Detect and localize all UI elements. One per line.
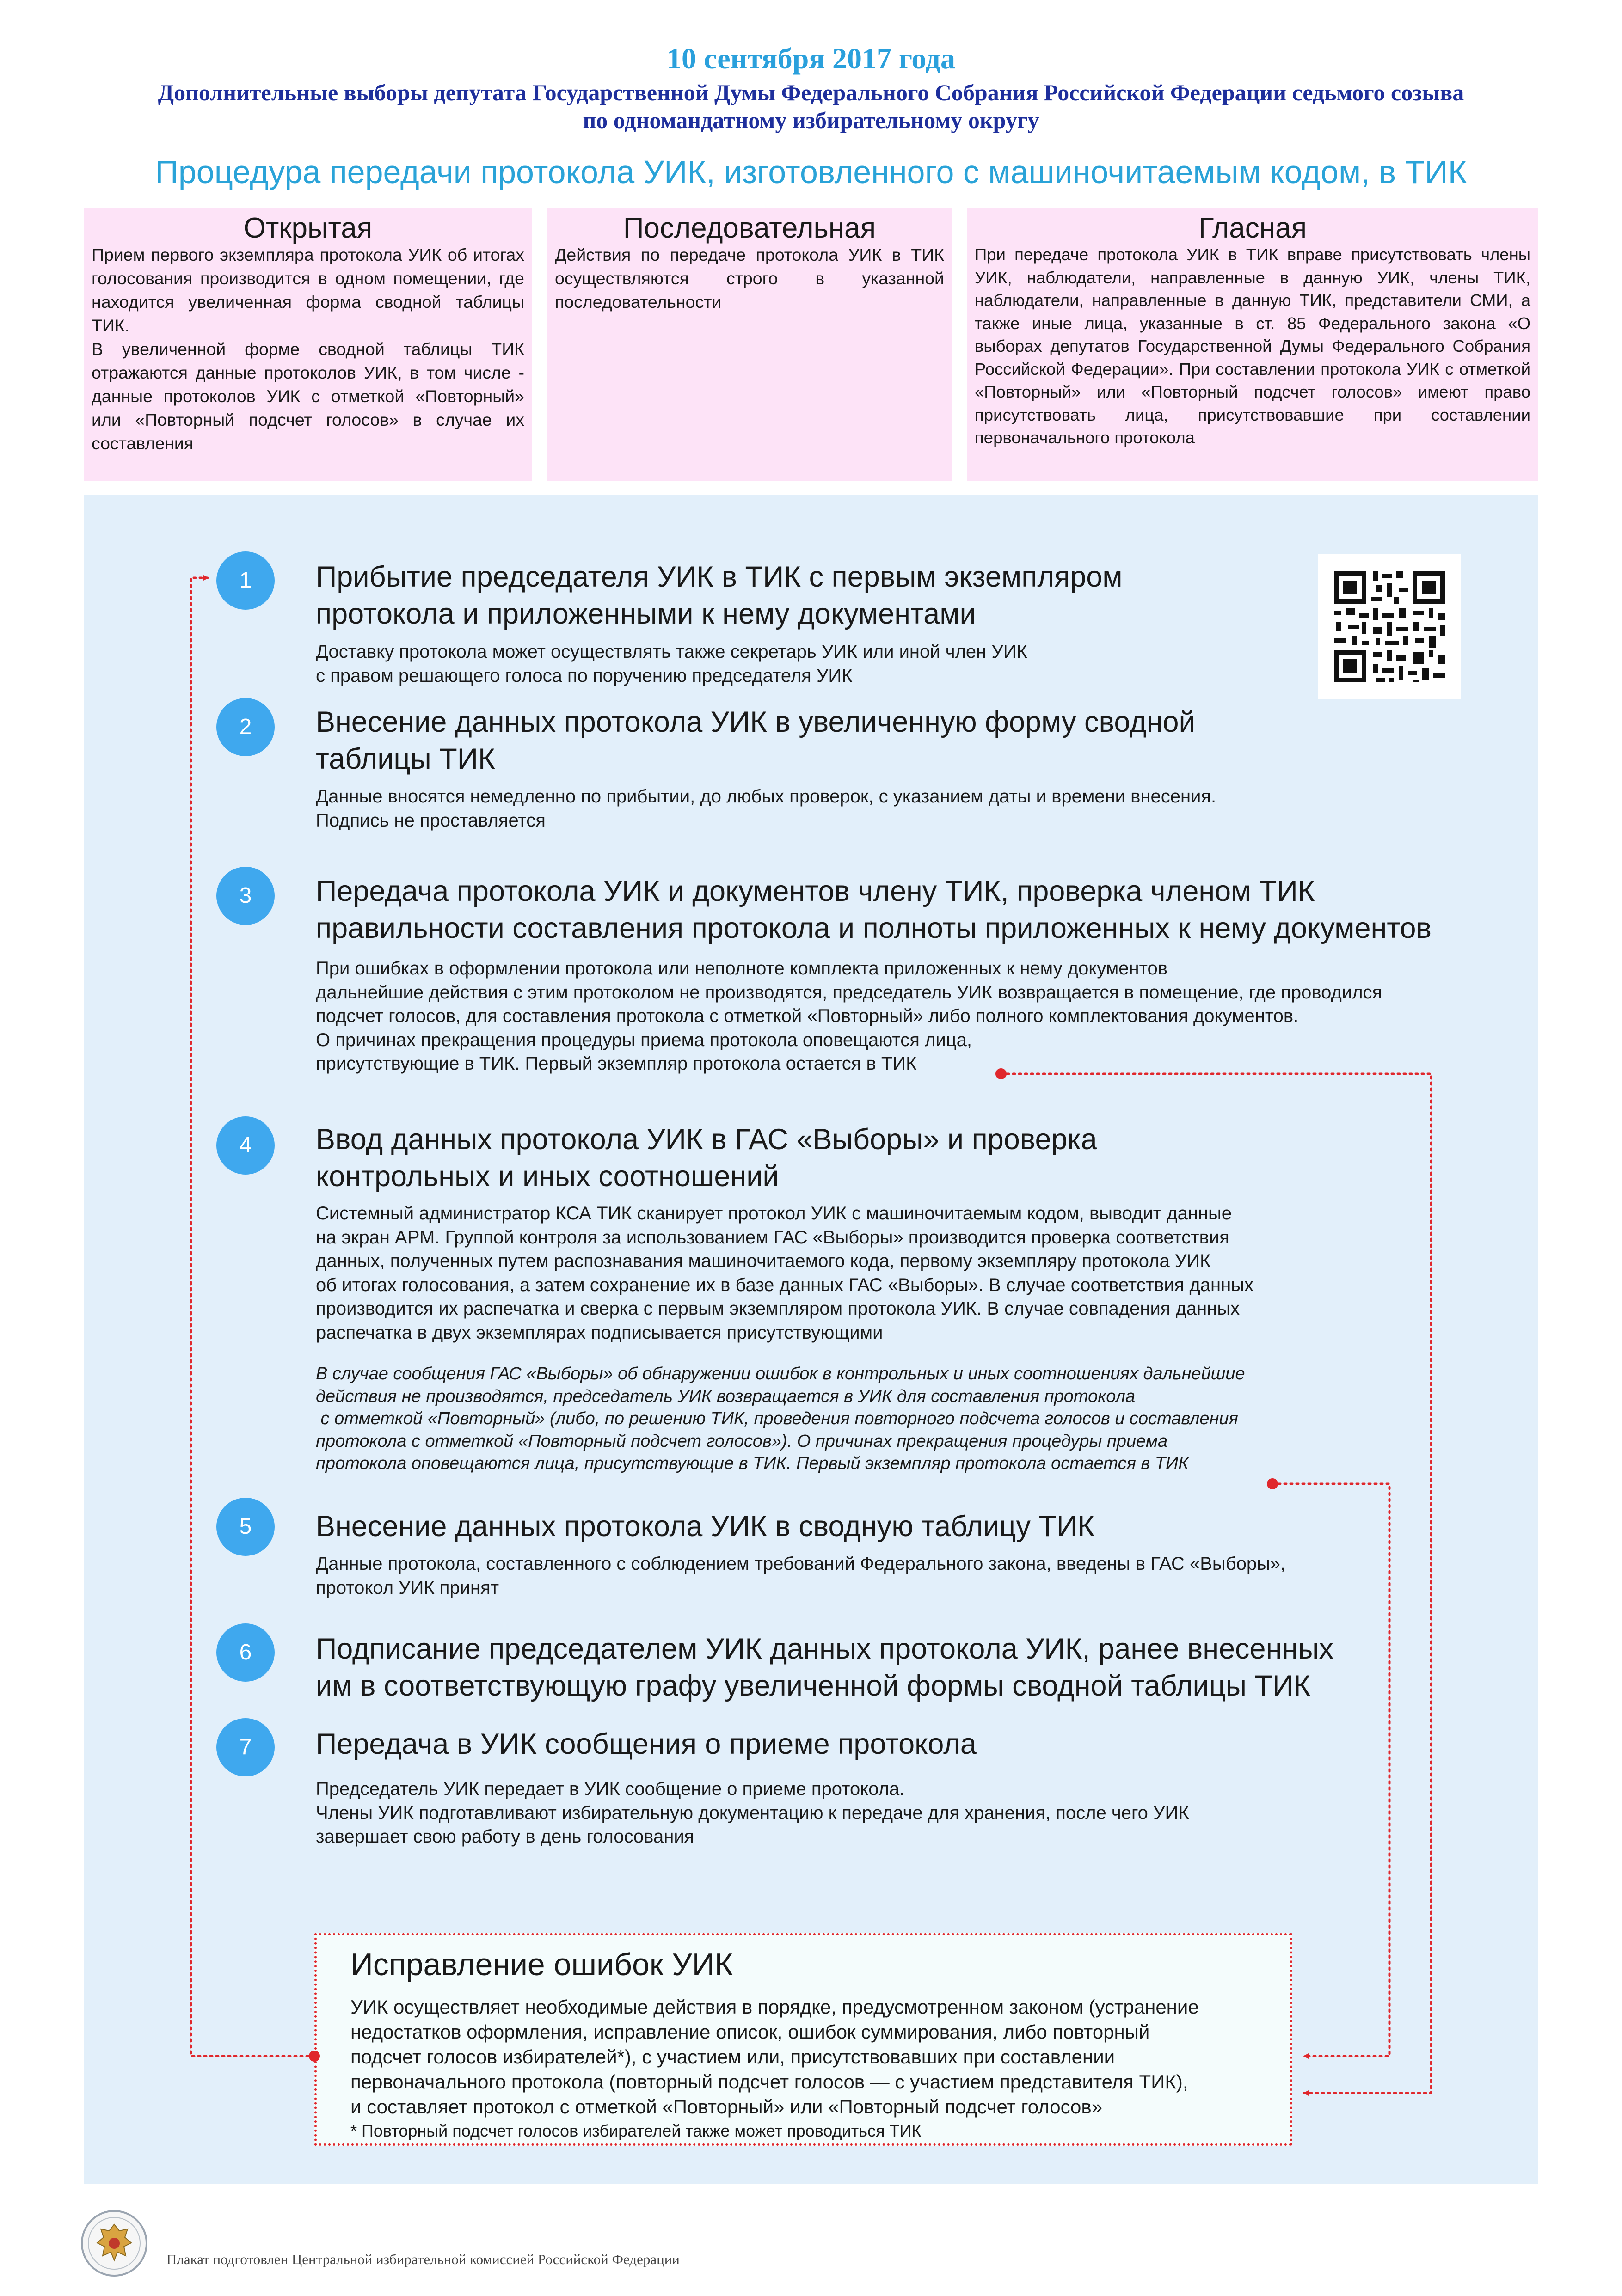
footer-text: Плакат подготовлен Центральной избирательной комиссией Российской Федерации <box>166 2251 680 2267</box>
step-2-body-line: Подпись не проставляется <box>316 810 546 831</box>
step-3-body-line: О причинах прекращения процедуры приема протокола оповещаются лица, <box>316 1029 972 1050</box>
step-3-body-line: подсчет голосов, для составления протокола с отметкой «Повторный» либо полного комплектования документов. <box>316 1006 1299 1026</box>
step4-connector-dot <box>1267 1478 1278 1489</box>
step-4-body-line: об итогах голосования, а затем сохранение их в базе данных ГАС «Выборы». В случае соответствия данных <box>316 1274 1253 1295</box>
election-subtitle-line1: Дополнительные выборы депутата Государственной Думы Федерального Собрания Российской Федерации седьмого созыва <box>158 80 1464 105</box>
step-4-body-line: данных, полученных путем распознавания машиночитаемого кода, первому экземпляру протокола УИК <box>316 1251 1211 1271</box>
principle-public-title: Гласная <box>1198 212 1307 244</box>
step-1-title-line: Прибытие председателя УИК в ТИК с первым экземпляром <box>316 561 1123 593</box>
step-4-note-line: действия не производятся, председатель УИК возвращается в УИК для составления протокола <box>316 1386 1136 1406</box>
principle-open-title: Открытая <box>243 212 373 244</box>
step-3-title-line: правильности составления протокола и полноты приложенных к нему документов <box>316 912 1432 944</box>
correction-body-line: и составляет протокол с отметкой «Повторный» или «Повторный подсчет голосов» <box>350 2096 1103 2118</box>
step-1-body-line: с правом решающего голоса по поручению председателя УИК <box>316 665 853 686</box>
step-7-body-line: завершает свою работу в день голосования <box>316 1826 694 1847</box>
correction-title: Исправление ошибок УИК <box>350 1947 733 1982</box>
step-4-note-line: с отметкой «Повторный» (либо, по решению ТИК, проведения повторного подсчета голосов и составления <box>316 1409 1238 1428</box>
step-6-number: 6 <box>216 1623 275 1682</box>
principle-public-line: При передаче протокола УИК в ТИК вправе присутствовать члены УИК, наблюдатели, направленные в данную УИК, члены ТИК, наблюдатели, направленные в данную ТИК, представители СМИ, а также иные лица, указанные в ст. 85 Федерального закона «О выборах депутатов Государственной Думы Федерального Собрания Российской Федерации». При составлении протокола УИК с отметкой «Повторный» или «Повторный подсчет голосов» имеют право присутствовать лица, присутствовавшие при составлении первоначального протокола <box>975 245 1530 447</box>
step-7-number: 7 <box>216 1718 275 1776</box>
step-6-title-line: им в соответствующую графу увеличенной формы сводной таблицы ТИК <box>316 1670 1311 1702</box>
correction-body-line: УИК осуществляет необходимые действия в порядке, предусмотренном законом (устранение <box>350 1996 1199 2018</box>
step3-connector-dot <box>995 1068 1007 1079</box>
correction-body-line: первоначального протокола (повторный подсчет голосов — с участием представителя ТИК), <box>350 2071 1188 2093</box>
poster-date: 10 сентября 2017 года <box>667 42 955 75</box>
step-2-title-line: таблицы ТИК <box>316 743 495 775</box>
step-7-body-line: Председатель УИК передает в УИК сообщение о приеме протокола. <box>316 1779 905 1799</box>
step-4-body-line: производится их распечатка и сверка с первым экземпляром протокола УИК. В случае совпадения данных <box>316 1298 1240 1319</box>
step-2-number: 2 <box>216 698 275 756</box>
step-4-body-line: распечатка в двух экземплярах подписывается присутствующими <box>316 1322 883 1343</box>
step-1-body-line: Доставку протокола может осуществлять также секретарь УИК или иной член УИК <box>316 642 1027 662</box>
step-4-note-line: протокола оповещаются лица, присутствующие в ТИК. Первый экземпляр протокола остается в ТИК <box>316 1454 1189 1473</box>
step-3-number: 3 <box>216 867 275 925</box>
step-2-body-line: Данные вносятся немедленно по прибытии, до любых проверок, с указанием даты и времени внесения. <box>316 786 1216 807</box>
step-3-body-line: дальнейшие действия с этим протоколом не производятся, председатель УИК возвращается в помещение, где проводился <box>316 982 1382 1003</box>
election-subtitle-line2: по одномандатному избирательному округу <box>583 107 1039 133</box>
step-4-note-line: В случае сообщения ГАС «Выборы» об обнаружении ошибок в контрольных и иных соотношениях дальнейшие <box>316 1364 1245 1384</box>
cec-emblem <box>80 2209 149 2278</box>
principle-open-line: Прием первого экземпляра протокола УИК об итогах голосования производится в одном помещении, где находится увеличенная форма сводной таблицы ТИК. <box>92 245 524 335</box>
step-4-title-line: контрольных и иных соотношений <box>316 1160 779 1193</box>
step-1-title-line: протокола и приложенными к нему документами <box>316 598 976 630</box>
correction-body-line: подсчет голосов избирателей*), с участием или, присутствовавших при составлении <box>350 2046 1115 2068</box>
step-3-body-line: При ошибках в оформлении протокола или неполноте комплекта приложенных к нему документов <box>316 958 1168 979</box>
step-4-note-line: протокола с отметкой «Повторный подсчет голосов»). О причинах прекращения процедуры приема <box>316 1431 1168 1451</box>
step-3-body-line: присутствующие в ТИК. Первый экземпляр протокола остается в ТИК <box>316 1053 917 1074</box>
principle-sequential-title: Последовательная <box>623 212 876 244</box>
principle-open-line: В увеличенной форме сводной таблицы ТИК отражаются данные протоколов УИК, в том числе - данные протоколов УИК с отметкой «Повторный» или «Повторный подсчет голосов» в случае их составления <box>92 339 524 453</box>
step-5-body-line: Данные протокола, составленного с соблюдением требований Федерального закона, введены в ГАС «Выборы», <box>316 1554 1286 1574</box>
step-2-title-line: Внесение данных протокола УИК в увеличенную форму сводной <box>316 706 1195 738</box>
step-4-body-line: Системный администратор КСА ТИК сканирует протокол УИК с машиночитаемым кодом, выводит данные <box>316 1203 1232 1224</box>
step3-error-connector <box>1001 1074 1431 2093</box>
step-5-title-line: Внесение данных протокола УИК в сводную таблицу ТИК <box>316 1510 1094 1543</box>
return-to-step1-connector <box>191 578 314 2056</box>
step-1-number: 1 <box>216 551 275 610</box>
correction-footnote: * Повторный подсчет голосов избирателей также может проводиться ТИК <box>350 2121 922 2140</box>
principle-sequential-line: Действия по передаче протокола УИК в ТИК осуществляются строго в указанной последовательности <box>555 245 944 312</box>
step-7-body-line: Члены УИК подготавливают избирательную документацию к передаче для хранения, после чего УИК <box>316 1802 1189 1823</box>
step-4-body-line: на экран АРМ. Группой контроля за использованием ГАС «Выборы» производится проверка соответствия <box>316 1227 1229 1248</box>
step-5-number: 5 <box>216 1498 275 1556</box>
poster-title: Процедура передачи протокола УИК, изготовленного с машиночитаемым кодом, в ТИК <box>155 154 1467 190</box>
emblem-icon <box>80 2209 149 2278</box>
correction-body-line: недостатков оформления, исправление описок, ошибок суммирования, либо повторный <box>350 2021 1150 2043</box>
step-3-title-line: Передача протокола УИК и документов члену ТИК, проверка членом ТИК <box>316 875 1315 907</box>
step4-error-connector <box>1272 1484 1389 2056</box>
step-7-title-line: Передача в УИК сообщения о приеме протокола <box>316 1728 977 1760</box>
step-5-body-line: протокол УИК принят <box>316 1577 499 1598</box>
correction-connector-dot <box>309 2051 320 2062</box>
step-4-number: 4 <box>216 1116 275 1175</box>
step-4-title-line: Ввод данных протокола УИК в ГАС «Выборы» и проверка <box>316 1123 1097 1156</box>
step-6-title-line: Подписание председателем УИК данных протокола УИК, ранее внесенных <box>316 1633 1333 1665</box>
